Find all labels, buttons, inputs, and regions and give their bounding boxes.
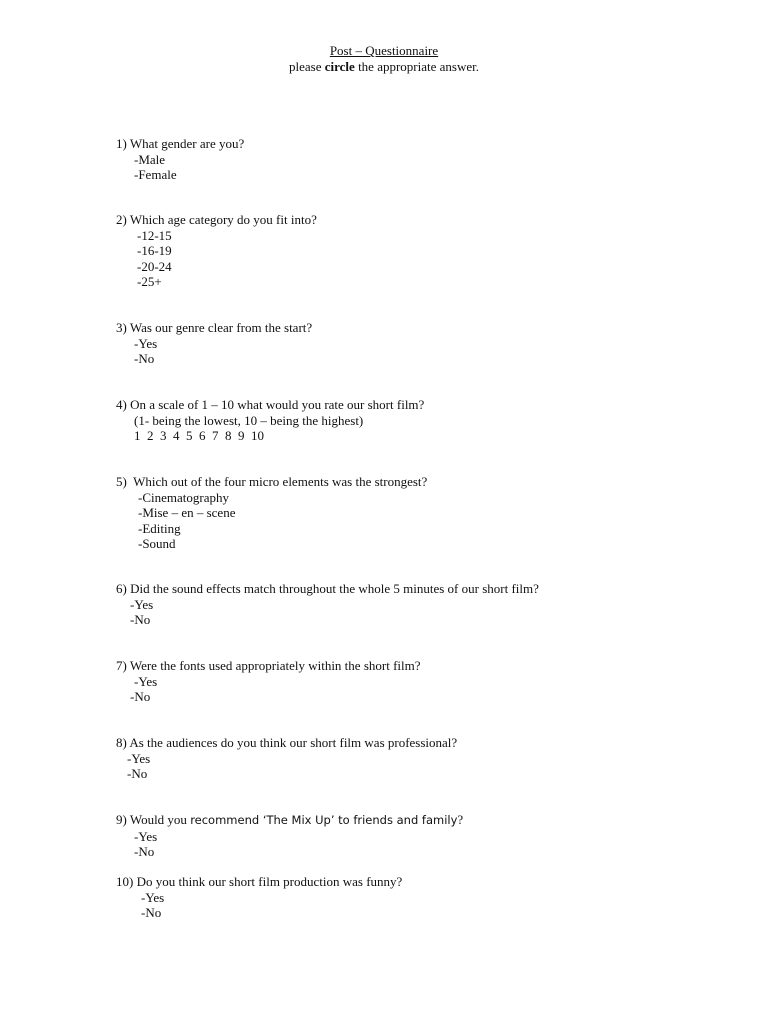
answer-option[interactable]: -No <box>134 351 155 366</box>
question-prompt: 5) Which out of the four micro elements was the strongest? <box>116 474 428 489</box>
question-7 <box>116 658 421 705</box>
answer-option[interactable]: -Yes <box>134 673 158 689</box>
question-10 <box>116 874 402 921</box>
answer-option[interactable]: -No <box>127 766 148 781</box>
answer-option[interactable]: -Yes <box>134 335 158 351</box>
answer-option[interactable]: -Male <box>134 151 166 167</box>
question-3 <box>116 320 312 367</box>
question-prompt: 6) Did the sound effects match throughout the whole 5 minutes of our short film? <box>116 581 539 596</box>
answer-option[interactable]: -Cinematography <box>138 489 229 505</box>
answer-option[interactable]: -Sound <box>138 536 176 551</box>
scale-note: (1- being the lowest, 10 – being the highest) <box>134 412 364 428</box>
header <box>0 43 768 75</box>
question-1 <box>116 136 244 183</box>
answer-option[interactable]: -No <box>130 612 151 627</box>
question-8 <box>116 735 457 782</box>
answer-option[interactable]: -Female <box>134 167 177 182</box>
answer-option[interactable]: -No <box>134 844 155 859</box>
answer-option[interactable]: -16-19 <box>137 243 172 258</box>
answer-option[interactable]: -No <box>141 905 162 920</box>
answer-option[interactable]: -Yes <box>127 750 151 766</box>
answer-option[interactable]: -12-15 <box>137 227 172 243</box>
instruction-line: please circle the appropriate answer. <box>289 59 479 74</box>
question-5 <box>116 474 427 552</box>
question-prompt: 9) Would you recommend ‘The Mix Up’ to friends and family? <box>116 812 464 827</box>
answer-option[interactable]: -Yes <box>134 828 158 844</box>
question-prompt: 10) Do you think our short film production was funny? <box>116 874 403 889</box>
question-prompt: 4) On a scale of 1 – 10 what would you rate our short film? <box>116 397 425 412</box>
question-4 <box>116 397 424 444</box>
answer-option[interactable]: -No <box>130 689 151 704</box>
question-prompt: 8) As the audiences do you think our short film was professional? <box>116 735 458 750</box>
rating-scale[interactable]: 1 2 3 4 5 6 7 8 9 10 <box>134 428 264 443</box>
answer-option[interactable]: -Editing <box>138 520 181 536</box>
question-prompt: 2) Which age category do you fit into? <box>116 212 317 227</box>
question-prompt: 1) What gender are you? <box>116 136 245 151</box>
answer-option[interactable]: -Mise – en – scene <box>138 505 236 520</box>
question-prompt: 3) Was our genre clear from the start? <box>116 320 313 335</box>
answer-option[interactable]: -25+ <box>137 274 162 289</box>
question-6 <box>116 581 539 628</box>
page-title: Post – Questionnaire <box>329 43 439 58</box>
answer-option[interactable]: -Yes <box>130 596 154 612</box>
instruction-emphasis: circle <box>324 59 355 74</box>
question-2 <box>116 212 317 290</box>
answer-option[interactable]: -20-24 <box>137 258 172 274</box>
question-prompt: 7) Were the fonts used appropriately within the short film? <box>116 658 421 673</box>
question-9 <box>116 812 463 860</box>
answer-option[interactable]: -Yes <box>141 889 165 905</box>
